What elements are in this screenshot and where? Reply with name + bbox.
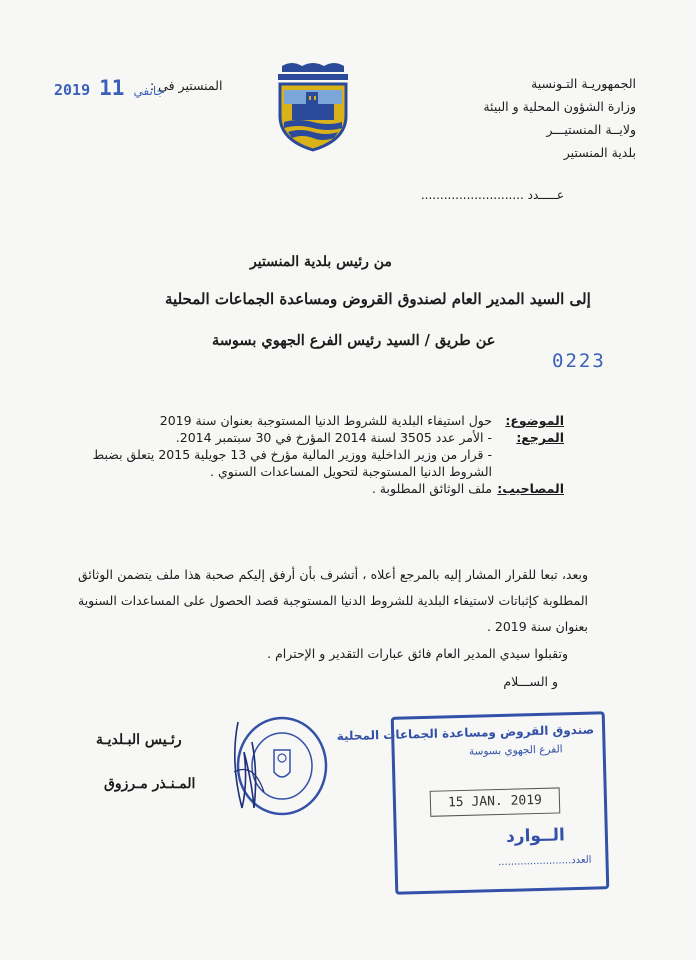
- salam-line: و الســـلام: [503, 674, 558, 689]
- signatory-title: رئـيس البـلديـة: [96, 732, 182, 748]
- ministry-name: وزارة الشؤون المحلية و البيئة: [483, 99, 636, 114]
- subject-row: [64, 412, 564, 429]
- letter-body: [78, 562, 588, 640]
- to-line: إلى السيد المدير العام لصندوق القروض ومساعدة الجماعات المحلية: [165, 290, 591, 308]
- stamp-received-label: الــوارد: [505, 825, 566, 847]
- stamp-number-label: العدد.......................: [497, 854, 592, 869]
- closing-line: وتقبلوا سيدي المدير العام فائق عبارات التقدير و الإحترام .: [267, 646, 568, 661]
- received-stamp: [336, 711, 610, 895]
- municipal-seal-icon: [224, 712, 332, 820]
- governorate-name: ولايــة المنستيـــر: [546, 122, 636, 137]
- attachments-label: المصاحيب:: [497, 481, 564, 496]
- from-line: من رئيس بلدية المنستير: [250, 254, 392, 270]
- subject-text: حول استيفاء البلدية للشروط الدنيا المستوجبة بعنوان سنة 2019: [159, 413, 492, 428]
- reference-number: 0223: [552, 350, 606, 372]
- reference-row: [64, 429, 564, 446]
- stamp-branch-line: الفرع الجهوي بسوسة: [468, 743, 563, 758]
- reference-row-2: [64, 446, 564, 480]
- attachments-row: [64, 480, 564, 497]
- date-label: المنستير في :: [150, 78, 223, 93]
- date-day: 11: [99, 76, 125, 100]
- signatory-name: المـنـذر مـرزوق: [104, 776, 196, 792]
- reference-line-2: - قرار من وزير الداخلية ووزير المالية مؤرخ في 13 جويلية 2015 يتعلق بضبط الشروط الدنيا المستوجبة لتحويل المساعدات السنوي .: [92, 447, 492, 479]
- municipality-name: بلدية المنستير: [563, 145, 636, 160]
- attachments-text: ملف الوثائق المطلوبة .: [371, 481, 492, 496]
- municipality-logo-icon: [272, 60, 354, 152]
- stamp-org-line: صندوق القروض ومساعدة الجماعات المحلية: [336, 722, 595, 744]
- date-month: جانفي: [133, 84, 164, 98]
- subject-block: [64, 412, 564, 497]
- date-year: 2019: [54, 81, 91, 99]
- reference-label: المرجع:: [516, 430, 564, 445]
- republic-name: الجمهوريـة التـونسية: [531, 76, 636, 91]
- via-line: عن طريق / السيد رئيس الفرع الجهوي بسوسة: [212, 332, 496, 349]
- outgoing-number-line: عـــــدد ...........................: [420, 188, 564, 202]
- date-stamp: [54, 76, 164, 100]
- letterhead: [406, 72, 636, 164]
- subject-label: الموضوع:: [505, 413, 564, 428]
- reference-line-1: - الأمر عدد 3505 لسنة 2014 المؤرخ في 30 سبتمبر 2014.: [175, 430, 492, 445]
- stamp-date: 15 JAN. 2019: [430, 787, 561, 816]
- body-paragraph: وبعد، تبعا للقرار المشار إليه بالمرجع أعلاه ، أتشرف بأن أرفق إليكم صحبة هذا ملف يتضمن الوثائق المطلوبة كإثباتات لاستيفاء البلدية للشروط الدنيا المستوجبة قصد الحصول على المساعدات السنوية بعنوان سنة 2019 .: [78, 567, 588, 634]
